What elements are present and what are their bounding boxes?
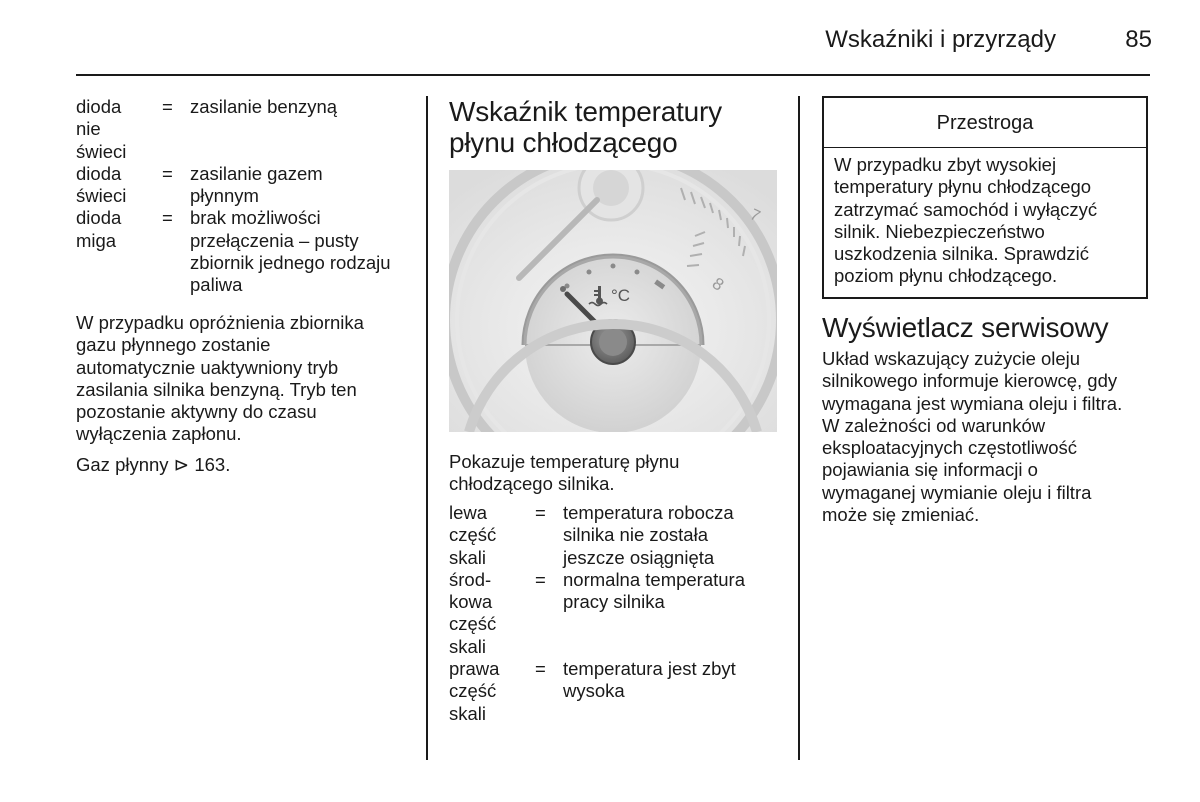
service-display-paragraph: Układ wskazujący zużycie oleju silnikowego informuje kierowcę, gdy wymagana jest wymiana oleju i filtra. W zależności od warunków eksploatacyjnych częstotliwość pojawiania się informacji o wymaganej wymianie oleju i filtra może się zmieniać. xyxy=(822,348,1123,526)
lpg-empty-paragraph: W przypadku opróżnienia zbiornika gazu płynnego zostanie automatycznie uaktywniony tryb zasilania silnika benzyną. Tryb ten pozostanie aktywny do czasu wyłączenia zapłonu. xyxy=(76,312,364,445)
definition-term: dioda miga xyxy=(76,207,122,251)
definition-equals: = xyxy=(162,96,173,117)
definition-text: zasilanie benzyną xyxy=(190,96,338,117)
coolant-gauge-heading: Wskaźnik temperatury płynu chłodzącego xyxy=(449,96,722,158)
definition-term: lewa część skali xyxy=(449,502,497,568)
gauge-unit-label: °C xyxy=(611,286,631,305)
definition-text: brak możliwości przełączenia – pusty zbiornik jednego rodzaju paliwa xyxy=(190,207,391,296)
definition-equals: = xyxy=(162,207,173,229)
definition-term: dioda świeci xyxy=(76,162,127,207)
definition-text: normalna temperatura pracy silnika xyxy=(563,568,746,613)
dial-digit-eight: 8 xyxy=(708,273,728,295)
lpg-led-definition-list xyxy=(76,96,416,297)
definition-text: temperatura robocza silnika nie została jeszcze osiągnięta xyxy=(563,502,734,568)
definition-term: dioda nie świeci xyxy=(76,96,127,162)
caution-box xyxy=(822,96,1148,299)
service-display-heading: Wyświetlacz serwisowy xyxy=(822,312,1109,343)
lpg-cross-reference: Gaz płynny ⊳ 163. xyxy=(76,454,231,475)
column-separator-right xyxy=(798,96,800,760)
coolant-gauge-illustration xyxy=(449,170,777,432)
coolant-gauge-figure xyxy=(449,170,777,432)
coolant-scale-definition-list xyxy=(449,502,789,725)
caution-title: Przestroga xyxy=(824,98,1146,148)
definition-equals: = xyxy=(162,162,173,184)
definition-row xyxy=(449,569,789,658)
definition-row xyxy=(76,163,416,208)
header-rule xyxy=(76,74,1150,76)
definition-row xyxy=(449,658,789,725)
coolant-gauge-caption: Pokazuje temperaturę płynu chłodzącego silnika. xyxy=(449,451,680,495)
page-number: 85 xyxy=(1125,26,1152,53)
definition-text: zasilanie gazem płynnym xyxy=(190,162,323,207)
definition-equals: = xyxy=(535,568,546,590)
column-separator-left xyxy=(426,96,428,760)
definition-row xyxy=(76,96,416,163)
definition-equals: = xyxy=(535,502,546,523)
page-header-title: Wskaźniki i przyrządy xyxy=(825,26,1056,53)
definition-row xyxy=(76,207,416,296)
definition-row xyxy=(449,502,789,569)
definition-equals: = xyxy=(535,658,546,680)
definition-term: prawa część skali xyxy=(449,658,500,724)
definition-text: temperatura jest zbyt wysoka xyxy=(563,658,736,702)
definition-term: środ- kowa część skali xyxy=(449,568,497,657)
caution-text: W przypadku zbyt wysokiej temperatury płynu chłodzącego zatrzymać samochód i wyłączyć silnik. Niebezpieczeństwo uszkodzenia silnika. Sprawdzić poziom płynu chłodzącego. xyxy=(834,154,1098,287)
dial-digit-seven: 7 xyxy=(747,206,763,226)
